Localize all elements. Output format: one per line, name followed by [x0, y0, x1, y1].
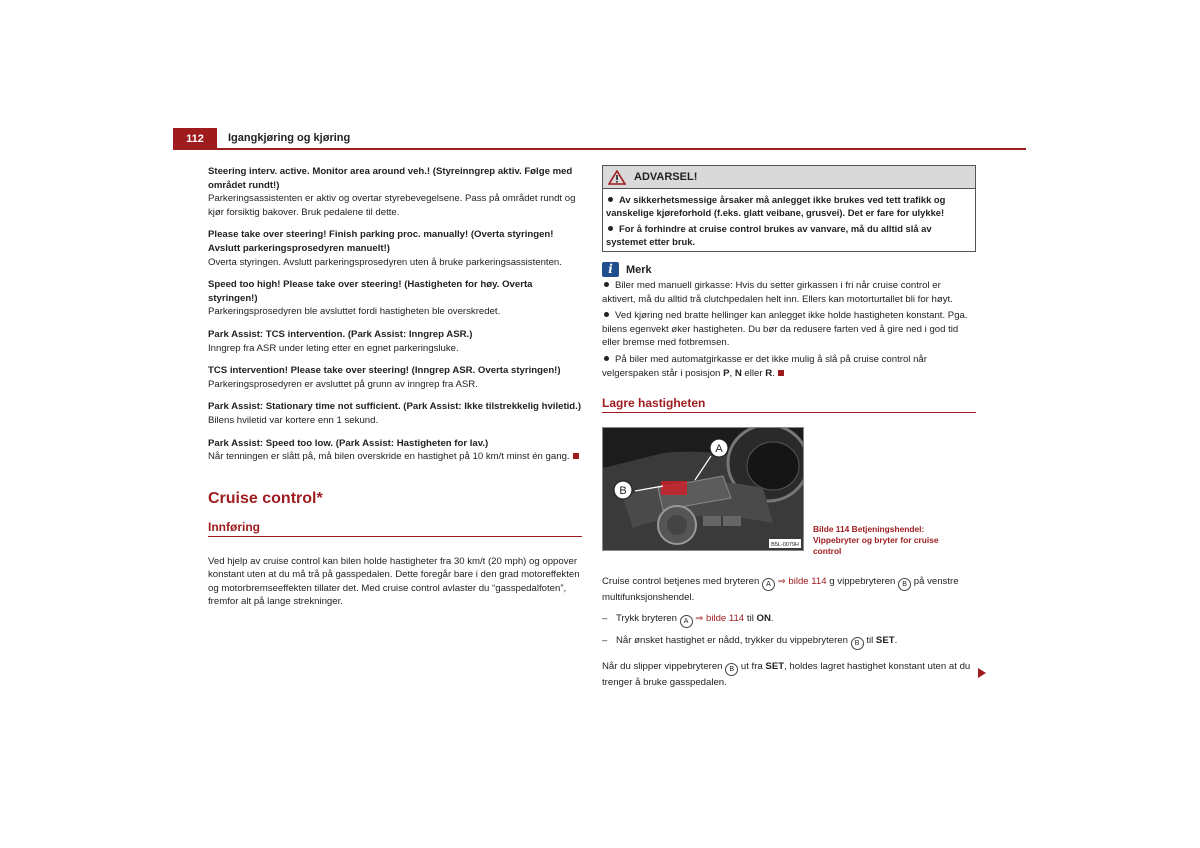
text: til — [866, 634, 874, 646]
bullet-icon — [604, 356, 609, 361]
end-of-section-icon — [573, 453, 579, 459]
message-text: Inngrep fra ASR under leting etter en egnet parkeringsluke. — [208, 342, 459, 354]
warning-body — [603, 189, 975, 251]
message-heading: Park Assist: TCS intervention. (Park Assist: Inngrep ASR.) — [208, 328, 473, 340]
ref-circle-a: A — [680, 615, 693, 628]
page-header — [173, 128, 1026, 150]
message-entry — [208, 437, 582, 464]
warning-item-text: For å forhindre at cruise control brukes av vanvare, må du alltid slå av systemet etter bruk. — [606, 223, 932, 247]
warning-box — [602, 165, 976, 252]
subsection-title: Innføring — [208, 520, 582, 537]
message-heading: Speed too high! Please take over steering! (Hastigheten for høy. Overta styringen!) — [208, 279, 533, 304]
text: på venstre multifunksjonshendel. — [602, 576, 959, 604]
note-item-text: Biler med manuell girkasse: Hvis du setter girkassen i fri når cruise control er aktivert, må du alltid trå clutchpedalen helt inn. Ellers kan motorturtallet bli for høyt. — [602, 280, 953, 305]
note-header — [602, 262, 976, 277]
stalk-illustration — [603, 428, 803, 550]
info-icon: i — [602, 262, 619, 277]
figure-caption: Bilde 114 Betjeningshendel: Vippebryter og bryter for cruise control — [813, 524, 939, 557]
or-text: eller — [744, 367, 763, 379]
gear-n: N — [734, 367, 742, 379]
note-item — [602, 279, 976, 306]
period: . — [894, 634, 898, 646]
bullet-icon — [604, 312, 609, 317]
figure-reference-link[interactable]: ⇒ bilde 114 — [695, 612, 745, 624]
step-item — [602, 634, 976, 650]
warning-title: ADVARSEL! — [634, 171, 698, 183]
message-heading: TCS intervention! Please take over steering! (Inngrep ASR. Overta styringen!) — [208, 365, 561, 377]
cruise-control-figure — [602, 427, 804, 551]
message-text: Parkeringsprosedyren ble avsluttet fordi hastigheten ble overskredet. — [208, 306, 501, 318]
set-label: SET — [765, 660, 785, 672]
warning-item — [606, 193, 971, 219]
message-entry — [208, 228, 582, 269]
text: til — [746, 612, 754, 624]
message-entry — [208, 165, 582, 219]
figure-reference-link[interactable]: ⇒ bilde 114 — [777, 576, 827, 588]
paragraph-operation — [602, 575, 976, 605]
text: Cruise control betjenes med bryteren — [602, 576, 760, 588]
subsection-title: Lagre hastigheten — [602, 396, 976, 413]
figure-label-b: B — [619, 485, 627, 498]
message-entry — [208, 364, 582, 391]
set-label: SET — [875, 634, 895, 646]
right-column — [602, 165, 976, 689]
intro-paragraph: Ved hjelp av cruise control kan bilen holde hastigheter fra 30 km/t (20 mph) og oppover konstant uten at du må trå på gasspedalen. Dette foregår bare i den grad motoreffekten og motorbremseeffekten tillater det. Med cruise control avlaster du “gasspedalfoten”, fremfor alt på lange strekninger. — [208, 555, 580, 608]
warning-triangle-icon — [608, 170, 626, 185]
figure-label-a: A — [715, 443, 723, 456]
warning-item-text: Av sikkerhetsmessige årsaker må anlegget ikke brukes ved tett trafikk og vanskelige kjøreforhold (f.eks. glatt veibane, grusvei). Det er fare for ulykke! — [606, 194, 946, 218]
ref-circle-b: B — [898, 578, 911, 591]
text: ut fra — [740, 660, 763, 672]
note-item-text: Ved kjøring ned bratte hellinger kan anlegget ikke holde hastigheten konstant. Pga. bilens egenvekt øker hastigheten. Du bør da redusere farten ved å gire ned i god tid eller bremse med fotbremsen. — [602, 310, 968, 349]
ref-circle-b: B — [851, 637, 864, 650]
ref-circle-b: B — [725, 663, 738, 676]
period: . — [770, 612, 774, 624]
note-item — [602, 309, 976, 350]
message-entry — [208, 400, 582, 427]
note-item-text: På biler med automatgirkasse er det ikke mulig å slå på cruise control når velgerspaken står i posisjon — [602, 353, 927, 379]
message-heading: Park Assist: Speed too low. (Park Assist: Hastigheten for lav.) — [208, 437, 489, 449]
gear-p: P — [723, 367, 730, 379]
message-entry — [208, 328, 582, 355]
continue-arrow-icon — [978, 668, 986, 678]
message-text: Bilens hviletid var kortere enn 1 sekund. — [208, 414, 379, 426]
gear-r: R — [765, 367, 773, 379]
ref-circle-a: A — [762, 578, 775, 591]
on-label: ON — [756, 612, 771, 624]
dash: – — [602, 612, 608, 624]
message-text: Overta styringen. Avslutt parkeringsprosedyren uten å bruke parkeringsassistenten. — [208, 256, 562, 268]
text: Når ønsket hastighet er nådd, trykker du vippebryteren — [616, 634, 848, 646]
message-text: Parkeringsassistenten er aktiv og overtar styrebevegelsene. Pass på området rundt og kjør forsiktig bakover. Bruk pedalene til dette. — [208, 193, 576, 218]
section-title: Cruise control* — [208, 489, 323, 507]
dash: – — [602, 634, 608, 646]
text: g vippebryteren — [829, 576, 896, 588]
left-column — [208, 165, 582, 609]
message-heading: Please take over steering! Finish parking proc. manually! (Overta styringen! Avslutt parkeringsprosedyren manuelt!) — [208, 229, 554, 254]
comma: , — [729, 367, 733, 379]
message-heading: Park Assist: Stationary time not sufficient. (Park Assist: Ikke tilstrekkelig hviletid.) — [208, 401, 582, 413]
warning-item — [606, 222, 971, 248]
note-item — [602, 353, 976, 380]
page-number: 112 — [173, 128, 217, 148]
figure-row — [602, 427, 976, 557]
bullet-icon — [604, 282, 609, 287]
chapter-title: Igangkjøring og kjøring — [228, 132, 351, 144]
text: Trykk bryteren — [616, 612, 677, 624]
message-entry — [208, 278, 582, 319]
period: . — [772, 367, 775, 379]
message-text-content: Når tenningen er slått på, må bilen overskride en hastighet på 10 km/t minst én gang. — [208, 451, 570, 463]
note-title: Merk — [626, 263, 652, 276]
message-text — [208, 450, 582, 464]
text: Når du slipper vippebryteren — [602, 660, 723, 672]
end-of-section-icon — [778, 370, 784, 376]
warning-header — [603, 166, 975, 189]
message-text: Parkeringsprosedyren er avsluttet på grunn av inngrep fra ASR. — [208, 378, 478, 390]
message-heading: Steering interv. active. Monitor area around veh.! (Styreinngrep aktiv. Følge med området rundt!) — [208, 166, 573, 191]
bullet-icon — [608, 197, 613, 202]
figure-code: B5L-0079H — [771, 542, 799, 549]
text: , holdes lagret hastighet konstant uten at du trenger å bruke gasspedalen. — [602, 660, 971, 688]
step-item — [602, 612, 976, 628]
paragraph-release — [602, 660, 976, 690]
bullet-icon — [608, 226, 613, 231]
